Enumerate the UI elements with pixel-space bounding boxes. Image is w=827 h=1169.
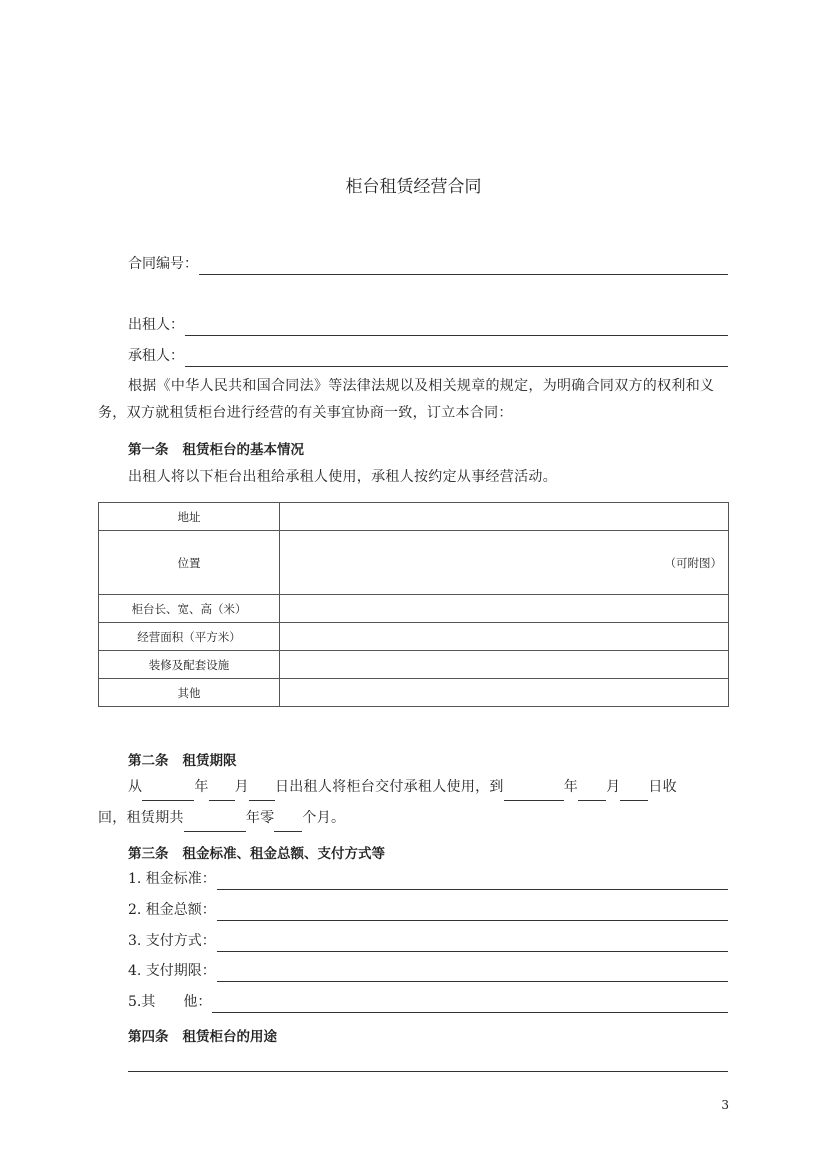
article-4-heading xyxy=(128,1025,277,1045)
rent-total-label: 2. 租金总额： xyxy=(128,902,216,918)
year-text-2: 年 xyxy=(563,779,579,795)
table-row xyxy=(99,651,729,679)
row-value-position[interactable] xyxy=(280,531,729,595)
row-label-area: 经营面积（平方米） xyxy=(99,623,280,651)
table-row xyxy=(99,679,729,707)
rent-standard-label: 1. 租金标准： xyxy=(128,871,216,887)
month-text-2: 月 xyxy=(606,779,621,795)
start-day-blank[interactable] xyxy=(249,784,275,801)
row-label-address: 地址 xyxy=(99,503,280,531)
article-2-number: 第二条 xyxy=(128,753,169,769)
duration-months-blank[interactable] xyxy=(274,815,302,832)
other-label: 5.其 他： xyxy=(128,994,212,1010)
rent-total-blank[interactable] xyxy=(217,903,728,921)
row-label-other: 其他 xyxy=(99,679,280,707)
preamble-paragraph xyxy=(98,373,728,427)
lease-term-line-2 xyxy=(98,805,728,832)
lessee-field xyxy=(128,345,728,367)
payment-method-blank[interactable] xyxy=(217,934,728,952)
row-value-area[interactable] xyxy=(280,623,729,651)
payment-method-label: 3. 支付方式： xyxy=(128,933,216,949)
rent-standard-blank[interactable] xyxy=(217,872,728,890)
page-number: 3 xyxy=(721,1098,729,1112)
lessor-field xyxy=(128,314,728,336)
years-and-text: 年零 xyxy=(245,810,275,826)
usage-blank-line[interactable] xyxy=(128,1071,728,1072)
lessor-label: 出租人： xyxy=(128,317,184,333)
row-label-dimensions: 柜台长、宽、高（米） xyxy=(99,595,280,623)
row-value-facilities[interactable] xyxy=(280,651,729,679)
lease-term-line-1 xyxy=(128,774,728,801)
months-text: 个月。 xyxy=(302,810,346,826)
start-month-blank[interactable] xyxy=(209,784,235,801)
lessee-blank[interactable] xyxy=(185,349,728,367)
article-2-heading xyxy=(128,749,237,769)
other-blank[interactable] xyxy=(212,995,728,1013)
payment-method-field xyxy=(128,930,728,952)
row-label-facilities: 装修及配套设施 xyxy=(99,651,280,679)
table-row xyxy=(99,503,729,531)
article-1-body-text: 出租人将以下柜台出租给承租人使用，承租人按约定从事经营活动。 xyxy=(128,469,557,485)
rent-standard-field xyxy=(128,868,728,890)
rent-total-field xyxy=(128,899,728,921)
table-row xyxy=(99,623,729,651)
contract-title: 柜台租赁经营合同 xyxy=(345,177,482,197)
lessor-blank[interactable] xyxy=(185,318,728,336)
end-day-blank[interactable] xyxy=(620,784,648,801)
counter-info-table xyxy=(98,502,729,707)
article-4-title: 租赁柜台的用途 xyxy=(182,1029,277,1045)
article-1-title: 租赁柜台的基本情况 xyxy=(182,442,304,458)
attach-map-note: （可附图） xyxy=(664,556,722,570)
row-value-other[interactable] xyxy=(280,679,729,707)
return-text: 日收 xyxy=(648,779,677,795)
preamble-text: 根据《中华人民共和国合同法》等法律法规以及相关规章的规定，为明确合同双方的权利和义务，双方就租赁柜台进行经营的有关事宜协商一致，订立本合同： xyxy=(98,378,715,421)
contract-number-field xyxy=(128,253,728,275)
lease-from-text: 从 xyxy=(128,779,143,795)
table-row xyxy=(99,595,729,623)
year-text: 年 xyxy=(194,779,209,795)
article-3-number: 第三条 xyxy=(128,846,169,862)
article-4-number: 第四条 xyxy=(128,1029,169,1045)
contract-number-blank[interactable] xyxy=(199,257,728,275)
article-3-heading xyxy=(128,842,385,862)
article-1-number: 第一条 xyxy=(128,442,169,458)
end-month-blank[interactable] xyxy=(578,784,606,801)
lease-duration-text: 回，租赁期共 xyxy=(98,810,184,826)
article-1-body xyxy=(98,464,728,491)
month-text: 月 xyxy=(234,779,249,795)
payment-term-blank[interactable] xyxy=(217,964,728,982)
payment-term-label: 4. 支付期限： xyxy=(128,963,216,979)
payment-term-field xyxy=(128,960,728,982)
end-year-blank[interactable] xyxy=(504,784,564,801)
lessee-label: 承租人： xyxy=(128,348,184,364)
article-2-title: 租赁期限 xyxy=(182,753,237,769)
start-year-blank[interactable] xyxy=(142,784,194,801)
row-value-dimensions[interactable] xyxy=(280,595,729,623)
row-value-address[interactable] xyxy=(280,503,729,531)
row-label-position: 位置 xyxy=(99,531,280,595)
handover-text: 日出租人将柜台交付承租人使用，到 xyxy=(274,779,504,795)
other-field xyxy=(128,991,728,1013)
article-1-heading xyxy=(128,438,304,458)
article-3-title: 租金标准、租金总额、支付方式等 xyxy=(182,846,385,862)
table-row xyxy=(99,531,729,595)
duration-years-blank[interactable] xyxy=(184,815,246,832)
contract-number-label: 合同编号： xyxy=(128,256,198,272)
